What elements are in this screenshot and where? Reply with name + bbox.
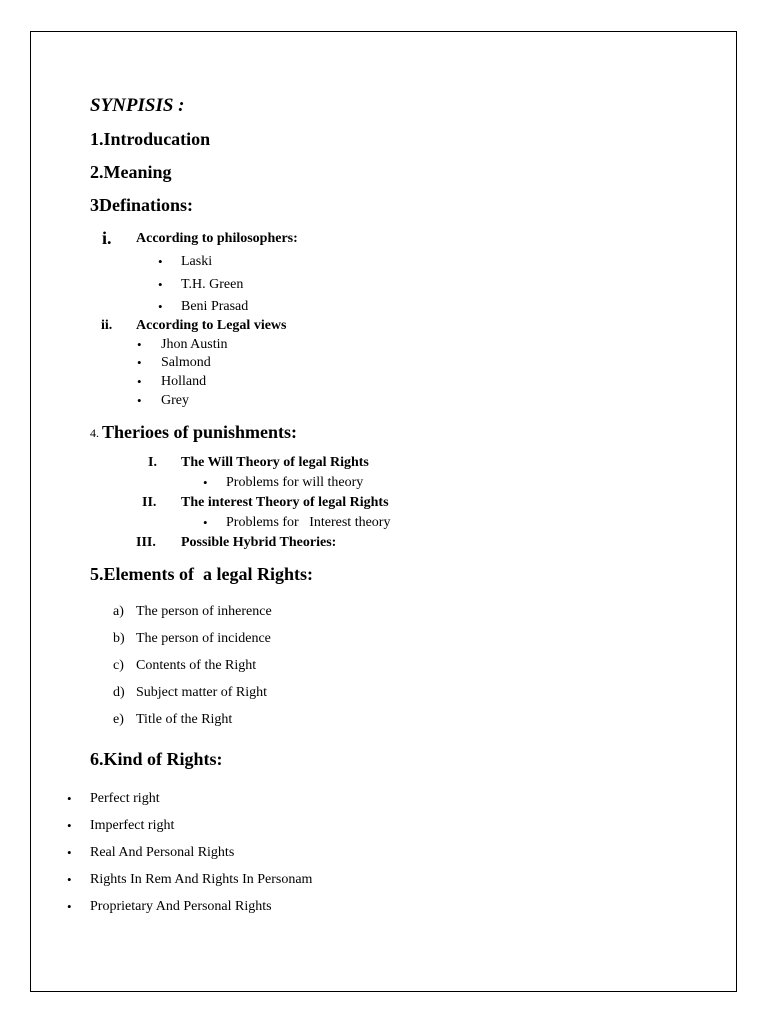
bullet-icon: • (203, 475, 208, 490)
section-definitions: 3Definations: (90, 195, 193, 215)
theory-numeral: III. (136, 535, 156, 550)
list-item: Grey (161, 393, 189, 408)
list-letter: b) (113, 631, 125, 646)
list-letter: d) (113, 685, 125, 700)
bullet-icon: • (158, 299, 163, 314)
bullet-icon: • (67, 818, 72, 833)
list-letter: c) (113, 658, 124, 673)
section-meaning: 2.Meaning (90, 162, 172, 182)
list-item: Problems for Interest theory (226, 515, 391, 530)
list-item: Problems for will theory (226, 475, 364, 490)
list-letter: e) (113, 712, 124, 727)
list-item: Holland (161, 374, 207, 389)
theory-numeral: I. (148, 455, 157, 470)
list-item: The person of incidence (136, 631, 271, 646)
list-item: Rights In Rem And Rights In Personam (90, 872, 313, 887)
bullet-icon: • (137, 374, 142, 389)
list-item: Jhon Austin (161, 337, 228, 352)
list-letter: a) (113, 604, 124, 619)
theory-will: The Will Theory of legal Rights (181, 455, 369, 470)
section-number: 4. (90, 426, 99, 440)
theory-interest: The interest Theory of legal Rights (181, 495, 389, 510)
bullet-icon: • (67, 899, 72, 914)
subsection-numeral: ii. (101, 318, 113, 333)
list-item: Laski (181, 254, 213, 269)
section-kinds: 6.Kind of Rights: (90, 749, 223, 769)
bullet-icon: • (137, 355, 142, 370)
list-item: Perfect right (90, 791, 160, 806)
list-item: Title of the Right (136, 712, 233, 727)
theory-numeral: II. (142, 495, 157, 510)
list-item: Real And Personal Rights (90, 845, 235, 860)
bullet-icon: • (67, 845, 72, 860)
bullet-icon: • (158, 277, 163, 292)
list-item: Proprietary And Personal Rights (90, 899, 272, 914)
section-introduction: 1.Introducation (90, 129, 211, 149)
document-title: SYNPISIS : (90, 95, 185, 116)
section-theories: Therioes of punishments: (102, 422, 298, 442)
list-item: Beni Prasad (181, 299, 249, 314)
subsection-legal-views: According to Legal views (136, 318, 287, 333)
list-item: Subject matter of Right (136, 685, 268, 700)
subsection-philosophers: According to philosophers: (136, 231, 298, 246)
subsection-numeral: i. (102, 228, 112, 248)
list-item: Contents of the Right (136, 658, 257, 673)
bullet-icon: • (67, 872, 72, 887)
bullet-icon: • (137, 337, 142, 352)
bullet-icon: • (67, 791, 72, 806)
list-item: Imperfect right (90, 818, 175, 833)
section-elements: 5.Elements of a legal Rights: (90, 564, 313, 584)
bullet-icon: • (203, 515, 208, 530)
list-item: Salmond (161, 355, 211, 370)
theory-hybrid: Possible Hybrid Theories: (181, 535, 337, 550)
list-item: The person of inherence (136, 604, 272, 619)
bullet-icon: • (158, 254, 163, 269)
bullet-icon: • (137, 393, 142, 408)
list-item: T.H. Green (181, 277, 244, 292)
